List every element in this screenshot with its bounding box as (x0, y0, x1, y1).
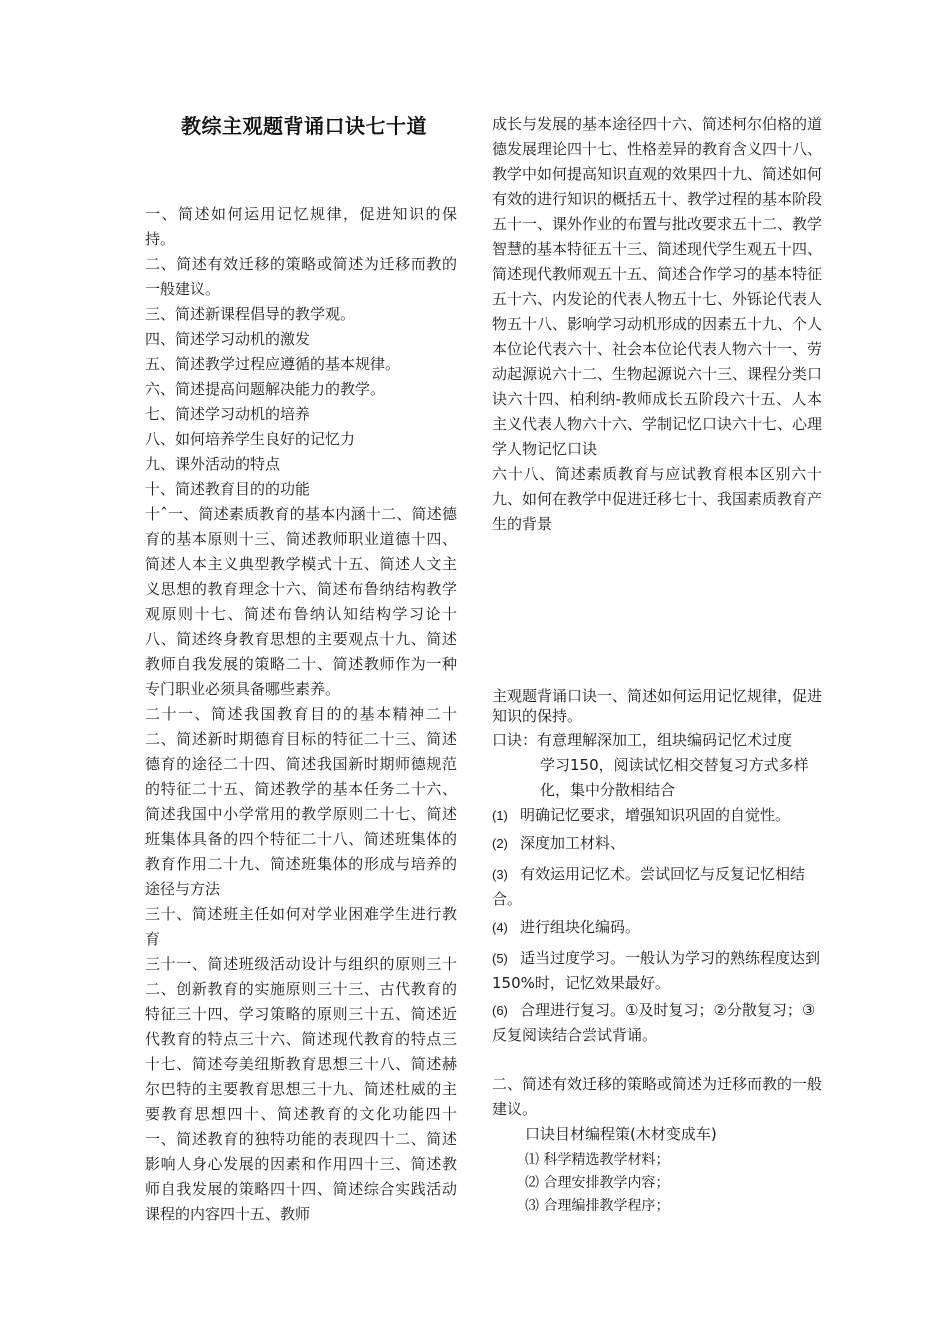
point-number: (3) (492, 867, 508, 882)
answer-point (492, 831, 822, 856)
question-item: 九、课外活动的特点 (145, 455, 281, 473)
point-text: 进行组块化编码。 (520, 918, 641, 936)
answer-point: ⑴ 科学精选教学材料； (525, 1152, 670, 1168)
point-number: (5) (492, 951, 508, 966)
answer-point (492, 803, 822, 828)
point-number: (4) (492, 920, 508, 935)
question-paragraph: 三十一、简述班级活动设计与组织的原则三十二、创新教育的实施原则三十三、古代教育的特征三十四、学习策略的原则三十五、简述近代教育的特点三十六、简述现代教育的特点三十七、简述夸美纽斯教育思想三十八、简述赫尔巴特的主要教育思想三十九、简述杜威的主要教育思想四十、简述教育的文化功能四十一、简述教育的独特功能的表现四十二、简述影响人身心发展的因素和作用四十三、简述教师自我发展的策略四十四、简述综合实践活动课程的内容四十五、教师 (145, 955, 457, 1223)
question-paragraph: 六十八、简述素质教育与应试教育根本区别六十九、如何在教学中促进迁移七十、我国素质教育产生的背景 (492, 465, 823, 533)
answer-point (492, 862, 822, 912)
point-number: (1) (492, 808, 508, 823)
left-column (145, 112, 457, 1227)
point-text: 深度加工材料、 (520, 834, 626, 852)
answer-point (492, 946, 822, 996)
point-text: 有效运用记忆术。尝试回忆与反复记忆相结合。 (492, 865, 806, 908)
rhyme-continuation: 学习150，阅读试忆相交替复习方式多样化，集中分散相结合 (540, 756, 809, 799)
answer-point (492, 998, 822, 1048)
rhyme-text: 有意理解深加工，组块编码记忆术过度 (537, 731, 793, 749)
question-item: 三、简述新课程倡导的教学观。 (145, 305, 356, 323)
question-item: 二、简述有效迁移的策略或简述为迁移而教的一般建议。 (145, 255, 457, 298)
question-paragraph: 十ˆ一、简述素质教育的基本内涵十二、简述德育的基本原则十三、简述教师职业道德十四、简述人本主义典型教学模式十五、简述人文主义思想的教育理念十六、简述布鲁纳结构教学观原则十七、简述布鲁纳认知结构学习论十八、简述终身教育思想的主要观点十九、简述教师自我发展的策略二十、简述教师作为一种专门职业必须具备哪些素养。 (145, 505, 457, 698)
rhyme-line: 口诀目材编程策(木材变成车) (525, 1125, 717, 1143)
answer-heading: 主观题背诵口诀一、简述如何运用记忆规律，促进知识的保持。 (492, 687, 823, 725)
question-paragraph: 三十、简述班主任如何对学业困难学生进行教育 (145, 905, 457, 948)
document-title: 教综主观题背诵口诀七十道 (181, 114, 427, 138)
question-item: 十、简述教育目的的功能 (145, 480, 311, 498)
question-paragraph: 二十一、简述我国教育目的的基本精神二十二、简述新时期德育目标的特征二十三、简述德育的途径二十四、简述我国新时期师德规范的特征二十五、简述教学的基本任务二十六、简述我国中小学常用的教学原则二十七、简述班集体具备的四个特征二十八、简述班集体的教育作用二十九、简述班集体的形成与培养的途径与方法 (145, 705, 457, 898)
rhyme-line (492, 728, 822, 753)
question-item: 六、简述提高问题解决能力的教学。 (145, 380, 386, 398)
point-number: (2) (492, 836, 508, 851)
answer-point (492, 915, 822, 940)
question-paragraph: 成长与发展的基本途径四十六、简述柯尔伯格的道德发展理论四十七、性格差异的教育含义四十八、教学中如何提高知识直观的效果四十九、简述如何有效的进行知识的概括五十、教学过程的基本阶段五十一、课外作业的布置与批改要求五十二、教学智慧的基本特征五十三、简述现代学生观五十四、简述现代教师观五十五、简述合作学习的基本特征五十六、内发论的代表人物五十七、外铄论代表人物五十八、影响学习动机形成的因素五十九、个人本位论代表六十、社会本位论代表人物六十一、劳动起源说六十二、生物起源说六十三、课程分类口诀六十四、柏利纳-教师成长五阶段六十五、人本主义代表人物六十六、学制记忆口诀六十七、心理学人物记忆口诀 (492, 115, 823, 458)
rhyme-label: 口诀： (492, 731, 538, 749)
right-column (492, 112, 822, 537)
question-item: 一、简述如何运用记忆规律，促进知识的保持。 (145, 205, 457, 248)
question-item: 五、简述教学过程应遵循的基本规律。 (145, 355, 401, 373)
question-item: 七、简述学习动机的培养 (145, 405, 311, 423)
point-number: (6) (492, 1003, 508, 1018)
answer-point: ⑶ 合理编排教学程序； (525, 1198, 670, 1214)
question-item: 四、简述学习动机的激发 (145, 330, 311, 348)
point-text: 明确记忆要求，增强知识巩固的自觉性。 (520, 806, 791, 824)
point-text: 适当过度学习。一般认为学习的熟练程度达到150%时，记忆效果最好。 (492, 949, 821, 992)
question-item: 八、如何培养学生良好的记忆力 (145, 430, 356, 448)
answer-heading: 二、简述有效迁移的策略或简述为迁移而教的一般建议。 (492, 1075, 823, 1118)
answer-point: ⑵ 合理安排教学内容； (525, 1175, 670, 1191)
point-text: 合理进行复习。①及时复习；②分散复习；③反复阅读结合尝试背诵。 (492, 1001, 816, 1044)
